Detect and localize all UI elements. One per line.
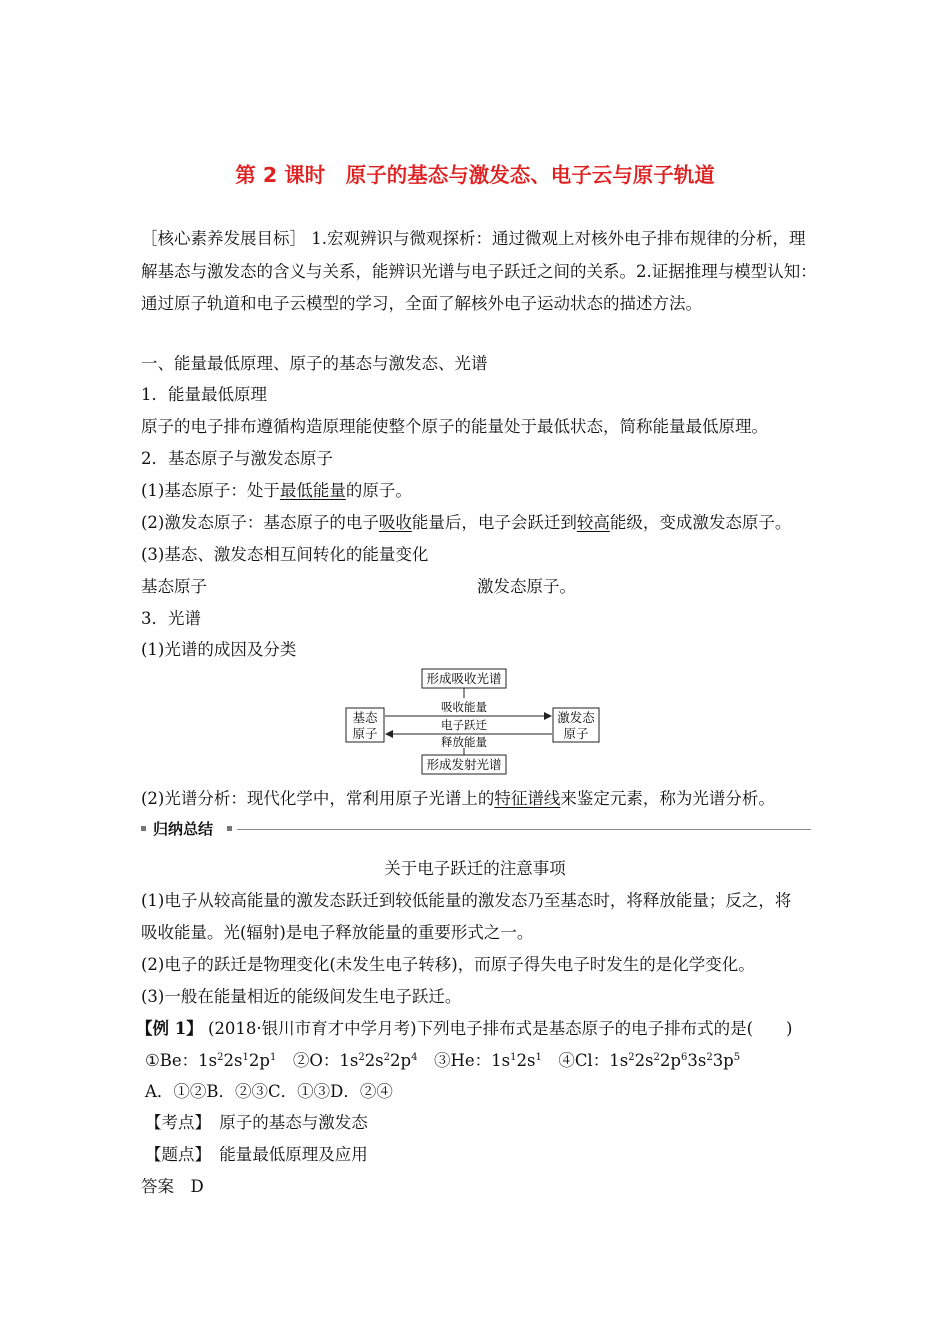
release-energy-label: 释放能量 [441,735,487,749]
conversion-right: 激发态原子。 [477,577,576,596]
example-choices: ①Be：$1s^22s^12p^1$ ②O：$1s^22s^22p^4$ ③He：$1s^12s^1$ ④Cl：$1s^22s^22p^63s^23p^5$ [145,1051,741,1070]
example-label: 【例 1】 [136,1019,203,1038]
absorb-energy-label: 吸收能量 [441,700,487,714]
spectrum-cause: (1)光谱的成因及分类 [141,640,297,659]
section-heading: 一、能量最低原理、原子的基态与激发态、光谱 [141,354,488,373]
ground-state-label-2: 原子 [352,726,378,741]
example-question: 【例 1】 (2018·银川市育才中学月考)下列电子排布式是基态原子的电子排布式的是( ) [136,1019,793,1038]
subsection-1-text: 原子的电子排布遵循构造原理能使整个原子的能量处于最低状态，简称能量最低原理。 [141,417,768,436]
summary-point-1b: 吸收能量。光(辐射)是电子释放能量的重要形式之一。 [141,923,534,942]
divider [237,829,811,830]
item-excited-state: (2)激发态原子：基态原子的电子吸收能量后，电子会跃迁到较高能级，变成激发态原子。 [141,513,792,532]
answer: 答案 D [141,1177,204,1196]
spectrum-analysis: (2)光谱分析：现代化学中，常利用原子光谱上的特征谱线来鉴定元素，称为光谱分析。 [141,789,775,808]
subsection-3: 3．光谱 [141,609,201,628]
summary-label: 归纳总结 [153,820,214,838]
bullet-square [227,826,232,831]
excited-state-label-1: 激发态 [557,710,595,725]
spectrum-diagram [345,668,605,778]
item-energy-change: (3)基态、激发态相互间转化的能量变化 [141,545,429,564]
subsection-1: 1．能量最低原理 [141,385,267,404]
underlined-term: 吸收 [378,513,412,532]
excited-state-label-2: 原子 [563,726,589,741]
page-title: 第 2 课时 原子的基态与激发态、电子云与原子轨道 [235,163,715,187]
electron-transition-label: 电子跃迁 [441,718,487,732]
goals-line-3: 通过原子轨道和电子云模型的学习，全面了解核外电子运动状态的描述方法。 [141,294,702,313]
summary-point-2: (2)电子的跃迁是物理变化(未发生电子转移)，而原子得失电子时发生的是化学变化。 [141,955,755,974]
tidian-value: 能量最低原理及应用 [219,1145,368,1164]
underlined-term: 特征谱线 [494,789,561,808]
tidian-label: 【题点】 [145,1145,203,1164]
underlined-term: 最低能量 [279,481,346,500]
tidian-row [145,1145,368,1165]
absorption-spectrum-label: 形成吸收光谱 [426,671,502,686]
example-options: A．①②B．②③C．①③D．②④ [145,1082,393,1101]
conversion-left: 基态原子 [141,577,207,596]
summary-bar [141,819,811,841]
goals-line-2: 解基态与激发态的含义与关系，能辨识光谱与电子跃迁之间的关系。2.证据推理与模型认知： [141,262,817,281]
summary-point-1a: (1)电子从较高能量的激发态跃迁到较低能量的激发态乃至基态时，将释放能量；反之，将 [141,891,792,910]
emission-spectrum-label: 形成发射光谱 [426,757,502,772]
subsection-2: 2．基态原子与激发态原子 [141,449,333,468]
goals-line-1: ［核心素养发展目标］ 1.宏观辨识与微观探析：通过微观上对核外电子排布规律的分析，理 [141,229,806,248]
summary-point-3: (3)一般在能量相近的能级间发生电子跃迁。 [141,987,462,1006]
underlined-term: 较高 [576,513,610,532]
kaodian-value: 原子的基态与激发态 [219,1113,368,1132]
item-ground-state: (1)基态原子：处于最低能量的原子。 [141,481,412,500]
kaodian-row [145,1113,368,1133]
summary-heading: 关于电子跃迁的注意事项 [384,859,566,878]
kaodian-label: 【考点】 [145,1113,203,1132]
ground-state-label-1: 基态 [352,710,378,725]
bullet-square [141,826,146,831]
